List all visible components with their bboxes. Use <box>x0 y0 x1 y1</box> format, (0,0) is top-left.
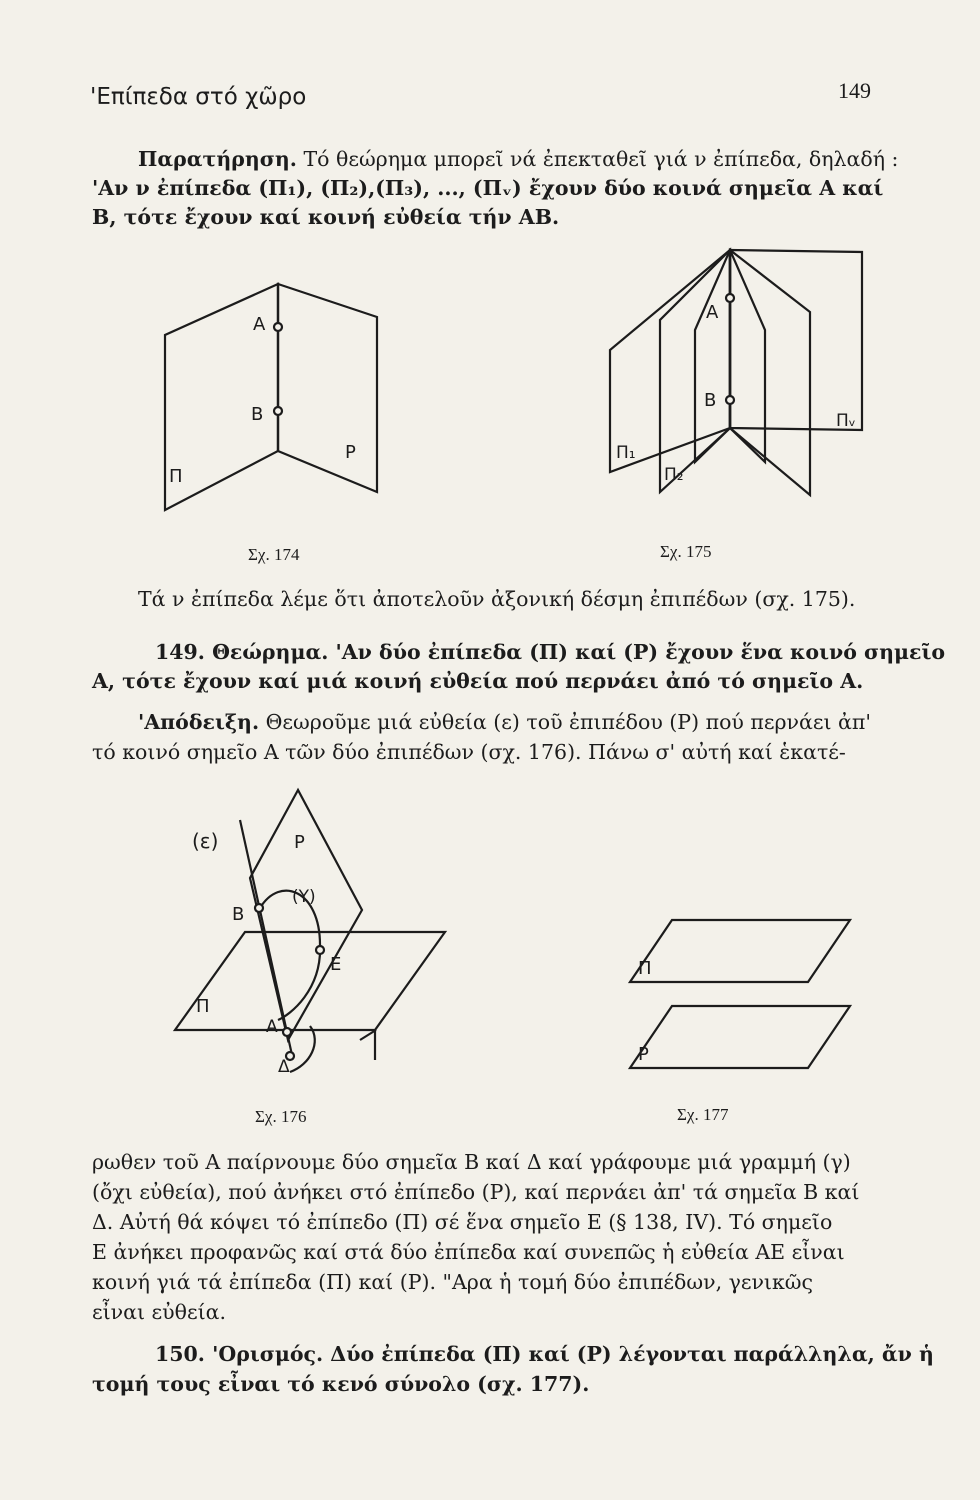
theorem-line-2: Α, τότε ἔχουν καί μιά κοινή εὐθεία πού περνάει ἀπό τό σημεῖο Α. <box>92 669 864 693</box>
caption-fig-177: Σχ. 177 <box>677 1105 729 1124</box>
definition-line-1: 150. 'Ορισμός. Δύο ἐπίπεδα (Π) καί (Ρ) λέγονται παράλληλα, ἄν ἡ <box>155 1342 934 1366</box>
caption-fig-175: Σχ. 175 <box>660 542 712 561</box>
point-b-fig176 <box>255 904 263 912</box>
label-pv-fig175: Πᵥ <box>836 411 856 431</box>
label-delta-fig176: Δ <box>278 1057 290 1077</box>
label-gamma-fig176: (Υ) <box>292 887 316 907</box>
theorem-line-1: 149. Θεώρημα. 'Αν δύο ἐπίπεδα (Π) καί (Ρ) ἔχουν ἕνα κοινό σημεῖο <box>155 640 946 664</box>
label-e-fig176: E <box>330 954 342 975</box>
point-b-fig174 <box>274 407 282 415</box>
lower-p-edge2-fig176 <box>360 1030 376 1040</box>
definition-line-2: τομή τους εἶναι τό κενό σύνολο (σχ. 177). <box>92 1372 590 1396</box>
plane-p1-fig175 <box>610 250 730 472</box>
running-header-title: 'Επίπεδα στό χῶρο <box>90 84 307 110</box>
proof-cont-line-1: ρωθεν τοῦ Α παίρνουμε δύο σημεῖα Β καί Δ καί γράφουμε μιά γραμμή (γ) <box>92 1150 851 1174</box>
label-pi-fig176: Π <box>196 996 210 1017</box>
plane-p5-fig175 <box>730 250 810 495</box>
point-b-fig175 <box>726 396 734 404</box>
plane-p-fig174 <box>278 284 377 492</box>
plane-p4-fig175 <box>730 250 765 462</box>
page-number: 149 <box>838 78 871 103</box>
definition-number: 150. <box>155 1342 205 1366</box>
proof-cont-line-5: κοινή γιά τά ἐπίπεδα (Π) καί (Ρ). "Αρα ἡ τομή δύο ἐπιπέδων, γενικῶς <box>92 1270 813 1294</box>
label-b-fig175: B <box>704 390 717 411</box>
point-a-fig174 <box>274 323 282 331</box>
caption-fig-174: Σχ. 174 <box>248 545 300 564</box>
label-p-fig176: P <box>294 832 305 853</box>
plane-pv-fig175 <box>730 250 862 430</box>
figure-176 <box>170 780 450 1100</box>
proof-line-1: 'Απόδειξη. Θεωροῦμε μιά εὐθεία (ε) τοῦ ἐπιπέδου (Ρ) πού περνάει ἀπ' <box>138 710 871 734</box>
plane-p-fig177 <box>630 1006 850 1068</box>
remark-line-1: Παρατήρηση. Τό θεώρημα μπορεῖ νά ἐπεκταθεῖ γιά ν ἐπίπεδα, δηλαδή : <box>138 147 899 171</box>
axial-sheaf-sentence: Τά ν ἐπίπεδα λέμε ὅτι ἀποτελοῦν ἀξονική δέσμη ἐπιπέδων (σχ. 175). <box>138 587 856 611</box>
label-p-fig177: P <box>638 1044 649 1065</box>
plane-pi-fig176 <box>175 932 445 1030</box>
proof-label: 'Απόδειξη. <box>138 710 260 734</box>
remark-line-2: 'Αν ν ἐπίπεδα (Π₁), (Π₂),(Π₃), ..., (Πᵥ) ἔχουν δύο κοινά σημεῖα Α καί <box>92 176 884 200</box>
proof-cont-line-6: εἶναι εὐθεία. <box>92 1300 226 1324</box>
proof-cont-line-3: Δ. Αὐτή θά κόψει τό ἐπίπεδο (Π) σέ ἕνα σημεῖο Ε (§ 138, IV). Τό σημεῖο <box>92 1210 833 1234</box>
label-pi-fig174: Π <box>169 466 183 487</box>
label-b-fig176: B <box>232 904 245 925</box>
proof-cont-line-4: Ε ἀνήκει προφανῶς καί στά δύο ἐπίπεδα καί συνεπῶς ἡ εὐθεία ΑΕ εἶναι <box>92 1240 845 1264</box>
label-eps-fig176: (ε) <box>192 829 219 853</box>
label-p-fig174: P <box>345 442 356 463</box>
point-a-fig175 <box>726 294 734 302</box>
figure-174 <box>145 270 395 530</box>
angle-arc-fig176 <box>290 1026 315 1072</box>
figure-175 <box>600 240 880 500</box>
plane-p-fig176 <box>250 790 362 1040</box>
point-e-fig176 <box>316 946 324 954</box>
label-a-fig176: A <box>266 1017 278 1037</box>
proof-line-2: τό κοινό σημεῖο Α τῶν δύο ἐπιπέδων (σχ. 176). Πάνω σ' αὐτή καί ἑκατέ- <box>92 740 846 764</box>
figure-177 <box>620 910 860 1080</box>
plane-pi-fig177 <box>630 920 850 982</box>
remark-label: Παρατήρηση. <box>138 147 297 171</box>
label-a-fig175: A <box>706 302 719 323</box>
caption-fig-176: Σχ. 176 <box>255 1107 307 1126</box>
label-pi-fig177: Π <box>638 958 652 979</box>
remark-line-3: Β, τότε ἔχουν καί κοινή εὐθεία τήν ΑΒ. <box>92 205 560 229</box>
label-p1-fig175: Π₁ <box>616 443 636 463</box>
label-p2-fig175: Π₂ <box>664 465 684 485</box>
proof-cont-line-2: (ὄχι εὐθεία), πού ἀνήκει στό ἐπίπεδο (Ρ), καί περνάει ἀπ' τά σημεῖα Β καί <box>92 1180 860 1204</box>
theorem-number: 149. <box>155 640 205 664</box>
label-a-fig174: A <box>253 314 266 335</box>
point-a-fig176 <box>283 1028 291 1036</box>
label-b-fig174: B <box>251 404 264 425</box>
